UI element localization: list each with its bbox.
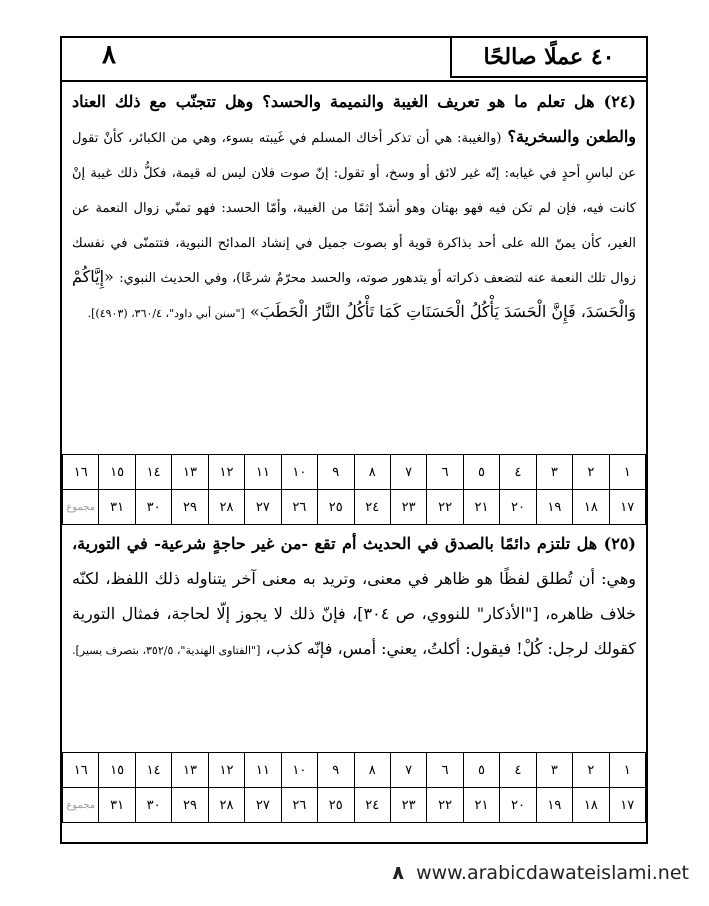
tracker-cell[interactable]: ١٩ — [536, 788, 572, 823]
tracker-cell[interactable]: ١٦ — [63, 753, 99, 788]
tracker-cell[interactable]: ١٥ — [99, 455, 135, 490]
tracker-cell[interactable]: ٣٠ — [135, 490, 171, 525]
tracker-row-days-1-16 — [63, 455, 646, 490]
tracker-cell[interactable]: ٧ — [390, 455, 426, 490]
tracker-cell[interactable]: ٢٢ — [427, 490, 463, 525]
question-25-title: (٢٥) هل تلتزم دائمًا بالصدق في الحديث أم تقع -من غير حاجةٍ شرعية- في التورية، — [72, 534, 636, 553]
tracker-cell[interactable]: ٣ — [536, 753, 572, 788]
tracker-cell[interactable]: ٢٦ — [281, 490, 317, 525]
tracker-cell[interactable]: ٢٧ — [245, 788, 281, 823]
tracker-row-days-17-31 — [63, 490, 646, 525]
tracker-cell[interactable]: ١٣ — [172, 455, 208, 490]
tracker-grid-24 — [62, 454, 646, 525]
tracker-cell[interactable]: ٢٠ — [500, 490, 536, 525]
tracker-cell[interactable]: ١٤ — [135, 753, 171, 788]
question-24 — [62, 84, 646, 460]
tracker-cell[interactable]: ٨ — [354, 753, 390, 788]
tracker-row-days-17-31 — [63, 788, 646, 823]
tracker-cell[interactable]: ٨ — [354, 455, 390, 490]
page-header — [62, 38, 646, 78]
tracker-cell[interactable]: ١٤ — [135, 455, 171, 490]
tracker-cell[interactable]: ١٩ — [536, 490, 572, 525]
tracker-cell[interactable]: ١٦ — [63, 455, 99, 490]
tracker-cell[interactable]: ٧ — [390, 753, 426, 788]
website-link[interactable]: www.arabicdawateislami.net — [416, 862, 689, 884]
tracker-cell[interactable]: ١٠ — [281, 455, 317, 490]
tracker-cell[interactable]: ١ — [609, 455, 645, 490]
question-25 — [62, 526, 646, 746]
tracker-cell[interactable]: ٢٣ — [390, 788, 426, 823]
tracker-cell[interactable]: ٥ — [463, 455, 499, 490]
tracker-cell[interactable]: ١١ — [245, 455, 281, 490]
question-25-body: وهي: أن تُطلق لفظًا هو ظاهر في معنى، وتريد به معنى آخر يتناوله ذلك اللفظ، لكنّه خلاف ظاهره، ["الأذكار" للنووي، ص ٣٠٤]، فإنّ ذلك لا يجوز إلّا لحاجة، فمثال التورية كقولك لرجل: كُلْ! فيقول: أكلتُ، يعني: أمس، فإنّه كذب، — [72, 569, 636, 658]
tracker-cell[interactable]: ٢٩ — [172, 788, 208, 823]
tracker-cell[interactable]: ٢٤ — [354, 490, 390, 525]
tracker-cell[interactable]: ٢٧ — [245, 490, 281, 525]
tracker-cell[interactable]: ٦ — [427, 753, 463, 788]
tracker-cell[interactable]: ١٢ — [208, 455, 244, 490]
tracker-cell[interactable]: ٣١ — [99, 490, 135, 525]
tracker-cell[interactable]: ٢٥ — [318, 788, 354, 823]
tracker-total-cell[interactable]: مجموع — [63, 788, 99, 823]
tracker-cell[interactable]: ٩ — [318, 455, 354, 490]
tracker-cell[interactable]: ٢٦ — [281, 788, 317, 823]
tracker-cell[interactable]: ١١ — [245, 753, 281, 788]
tracker-cell[interactable]: ٢٢ — [427, 788, 463, 823]
tracker-cell[interactable]: ٢ — [573, 455, 609, 490]
tracker-cell[interactable]: ١٣ — [172, 753, 208, 788]
tracker-cell[interactable]: ٢١ — [463, 788, 499, 823]
tracker-cell[interactable]: ٢١ — [463, 490, 499, 525]
tracker-cell[interactable]: ٤ — [500, 753, 536, 788]
tracker-cell[interactable]: ٤ — [500, 455, 536, 490]
book-title: ٤٠ عملًا صالحًا — [450, 38, 646, 78]
tracker-cell[interactable]: ٣١ — [99, 788, 135, 823]
tracker-cell[interactable]: ٦ — [427, 455, 463, 490]
page-footer — [392, 862, 689, 884]
tracker-cell[interactable]: ١٢ — [208, 753, 244, 788]
tracker-cell[interactable]: ٢٨ — [208, 788, 244, 823]
tracker-cell[interactable]: ٣٠ — [135, 788, 171, 823]
question-24-body: (والغيبة: هي أن تذكر أخاك المسلم في غَيبته بسوء، وهي من الكبائر، كأنْ تقول عن لباسِ أحدٍ في غيابه: إنّه غير لائق أو وسخ، أو تقول: إنّ صوت فلان ليس له قيمة، فكلُّ ذلك غيبة إنْ كانت فيه، فإن لم تكن فيه فهو بهتان وهو أشدّ إثمًا من الغيبة، وأمّا الحسد: فهو تمنّي زوال النعمة عن الغير، كأن يمنّ الله على أحد بذاكرة قوية أو بصوت جميل في إنشاد المدائح النبوية، فتتمنّى في نفسك زوال تلك النعمة عنه لتضعف ذكراته أو يتدهور صوته، والحسد محرّمٌ شرعًا)، وفي الحديث النبوي: — [72, 131, 636, 286]
tracker-cell[interactable]: ٢٣ — [390, 490, 426, 525]
tracker-cell[interactable]: ١٠ — [281, 753, 317, 788]
tracker-cell[interactable]: ١ — [609, 753, 645, 788]
header-divider — [62, 80, 646, 82]
tracker-cell[interactable]: ٢٨ — [208, 490, 244, 525]
tracker-cell[interactable]: ١٧ — [609, 788, 645, 823]
hadith-text: «إِيَّاكُمْ وَالْحَسَدَ، فَإِنَّ الْحَسَدَ يَأْكُلُ الْحَسَنَاتِ كَمَا تَأْكُلُ النَّارُ الْحَطَبَ» — [72, 267, 636, 321]
tracker-cell[interactable]: ١٥ — [99, 753, 135, 788]
page-frame — [60, 36, 648, 844]
header-page-number: ٨ — [102, 40, 116, 70]
tracker-grid-25 — [62, 752, 646, 823]
question-24-title: (٢٤) هل تعلم ما هو تعريف الغيبة والنميمة والحسد؟ وهل تتجنّب مع ذلك العناد والطعن والسخرية؟ — [72, 92, 636, 146]
question-24-reference: ["سنن أبي داود"، ٣٦٠/٤، (٤٩٠٣)]. — [87, 307, 245, 320]
tracker-row-days-1-16 — [63, 753, 646, 788]
tracker-cell[interactable]: ٩ — [318, 753, 354, 788]
tracker-cell[interactable]: ٢٩ — [172, 490, 208, 525]
tracker-cell[interactable]: ٣ — [536, 455, 572, 490]
tracker-cell[interactable]: ٢٥ — [318, 490, 354, 525]
tracker-cell[interactable]: ٢٠ — [500, 788, 536, 823]
question-25-reference: ["الفتاوى الهندية"، ٣٥٢/٥، بتصرف يسير]. — [72, 644, 261, 657]
tracker-cell[interactable]: ٥ — [463, 753, 499, 788]
footer-page-number: ٨ — [392, 862, 405, 884]
tracker-cell[interactable]: ١٧ — [609, 490, 645, 525]
tracker-cell[interactable]: ٢٤ — [354, 788, 390, 823]
tracker-cell[interactable]: ١٨ — [573, 788, 609, 823]
tracker-cell[interactable]: ١٨ — [573, 490, 609, 525]
tracker-cell[interactable]: ٢ — [573, 753, 609, 788]
tracker-total-cell[interactable]: مجموع — [63, 490, 99, 525]
